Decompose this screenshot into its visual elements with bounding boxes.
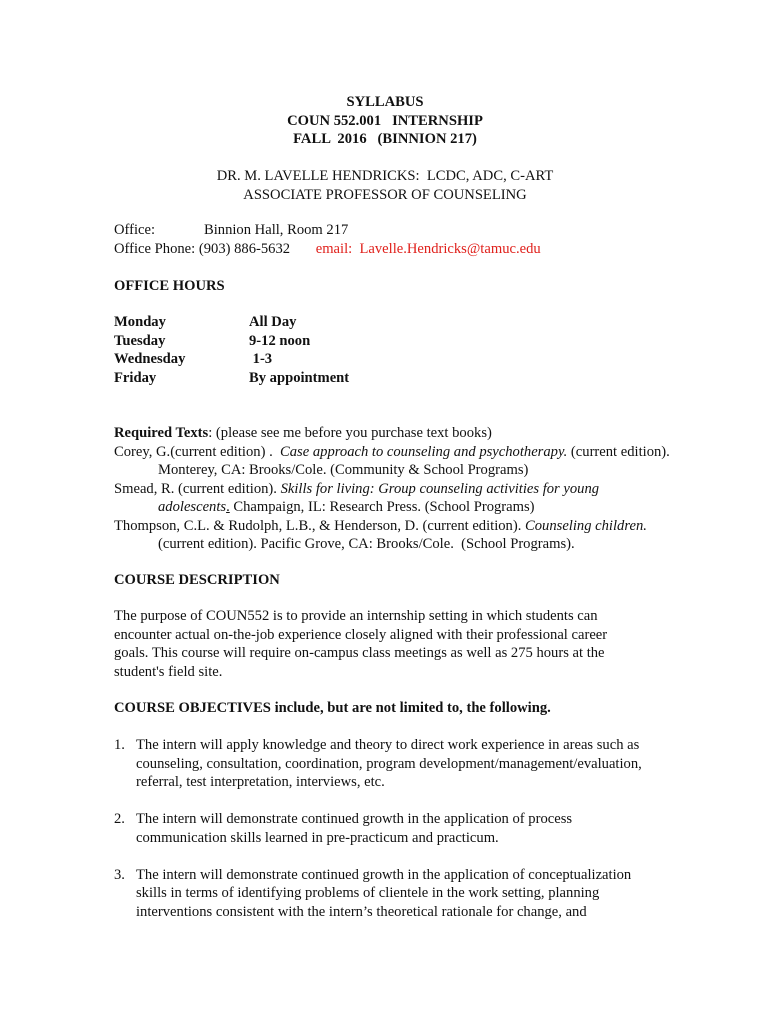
course-description-text: The purpose of COUN552 is to provide an internship setting in which students can encounter actual on-the-job experience closely aligned with their professional career goals. This course will require on-campus class meetings as well as 275 hours at the student's field site. [114, 608, 608, 680]
reference-author: Thompson, C.L. & Rudolph, L.B., & Henderson, D. (current edition). [114, 517, 526, 534]
course-objectives-list [114, 736, 654, 940]
office-hours-list [114, 313, 349, 387]
objective-number: 2. [114, 811, 125, 827]
office-row [114, 221, 714, 240]
contact-block [114, 221, 714, 258]
office-hours-day: Tuesday [114, 332, 166, 349]
required-texts-note: : (please see me before you purchase text books) [208, 425, 492, 441]
phone-value: (903) 886-5632 [198, 240, 291, 257]
instructor-block [0, 167, 770, 204]
office-hours-time: By appointment [249, 369, 350, 386]
instructor-title: ASSOCIATE PROFESSOR OF COUNSELING [243, 186, 527, 203]
reference-title: Skills for living: Group counseling activities for young adolescents [158, 480, 600, 515]
required-texts [114, 424, 674, 554]
reference-item [114, 480, 674, 517]
objective-item [114, 736, 654, 792]
office-hours-time: 1-3 [249, 351, 273, 367]
phone-row [114, 240, 714, 259]
objective-text: The intern will demonstrate continued growth in the application of conceptualization skills in terms of identifying problems of clientele in the work setting, planning interventions consistent with the intern’s theoretical rationale for change, and [136, 866, 632, 920]
reference-title: Case approach to counseling and psychotherapy. [280, 443, 568, 460]
objective-number: 1. [114, 737, 125, 753]
reference-item [114, 517, 674, 554]
office-hours-row [114, 313, 349, 332]
course-objectives-heading: COURSE OBJECTIVES include, but are not limited to, the following. [114, 700, 551, 716]
office-hours-time: 9-12 noon [249, 332, 311, 349]
reference-mark: . [226, 499, 230, 515]
reference-details: (current edition). Pacific Grove, CA: Brooks/Cole. (School Programs). [158, 536, 575, 552]
required-texts-label: Required Texts [114, 425, 209, 441]
required-texts-intro [114, 424, 674, 443]
email-link[interactable]: email: Lavelle.Hendricks@tamuc.edu [315, 240, 541, 257]
objective-item [114, 810, 654, 847]
office-hours-row [114, 369, 349, 388]
reference-item [114, 443, 674, 480]
office-label: Office: [114, 222, 156, 238]
syllabus-header [0, 93, 770, 149]
reference-title: Counseling children. [525, 517, 647, 534]
office-hours-time: All Day [249, 314, 297, 330]
instructor-name: DR. M. LAVELLE HENDRICKS: LCDC, ADC, C-ART [216, 168, 554, 184]
reference-author: Smead, R. (current edition). [114, 480, 281, 497]
office-hours-row [114, 332, 349, 351]
phone-label: Office Phone: [114, 240, 196, 257]
reference-details: (current edition). Monterey, CA: Brooks/Cole. (Community & School Programs) [158, 443, 670, 478]
course-title: COUN 552.001 INTERNSHIP [287, 112, 483, 129]
objective-text: The intern will demonstrate continued growth in the application of process communication skills learned in pre-practicum and practicum. [136, 811, 573, 846]
office-hours-day: Wednesday [114, 351, 186, 367]
course-description-heading: COURSE DESCRIPTION [114, 572, 280, 588]
reference-author: Corey, G.(current edition) . [114, 443, 281, 460]
office-hours-day: Friday [114, 369, 157, 386]
office-hours-heading: OFFICE HOURS [114, 278, 225, 294]
office-hours-day: Monday [114, 314, 166, 330]
objective-text: The intern will apply knowledge and theory to direct work experience in areas such as counseling, consultation, coordination, program development/management/evaluation, referral, test interpretation, interviews, etc. [136, 737, 642, 790]
objective-item [114, 866, 654, 922]
objective-number: 3. [114, 866, 125, 883]
office-hours-row [114, 350, 349, 369]
term-line: FALL 2016 (BINNION 217) [293, 131, 477, 147]
reference-details: Champaign, IL: Research Press. (School Programs) [229, 499, 535, 515]
office-value: Binnion Hall, Room 217 [204, 222, 349, 238]
document-title: SYLLABUS [346, 94, 424, 110]
